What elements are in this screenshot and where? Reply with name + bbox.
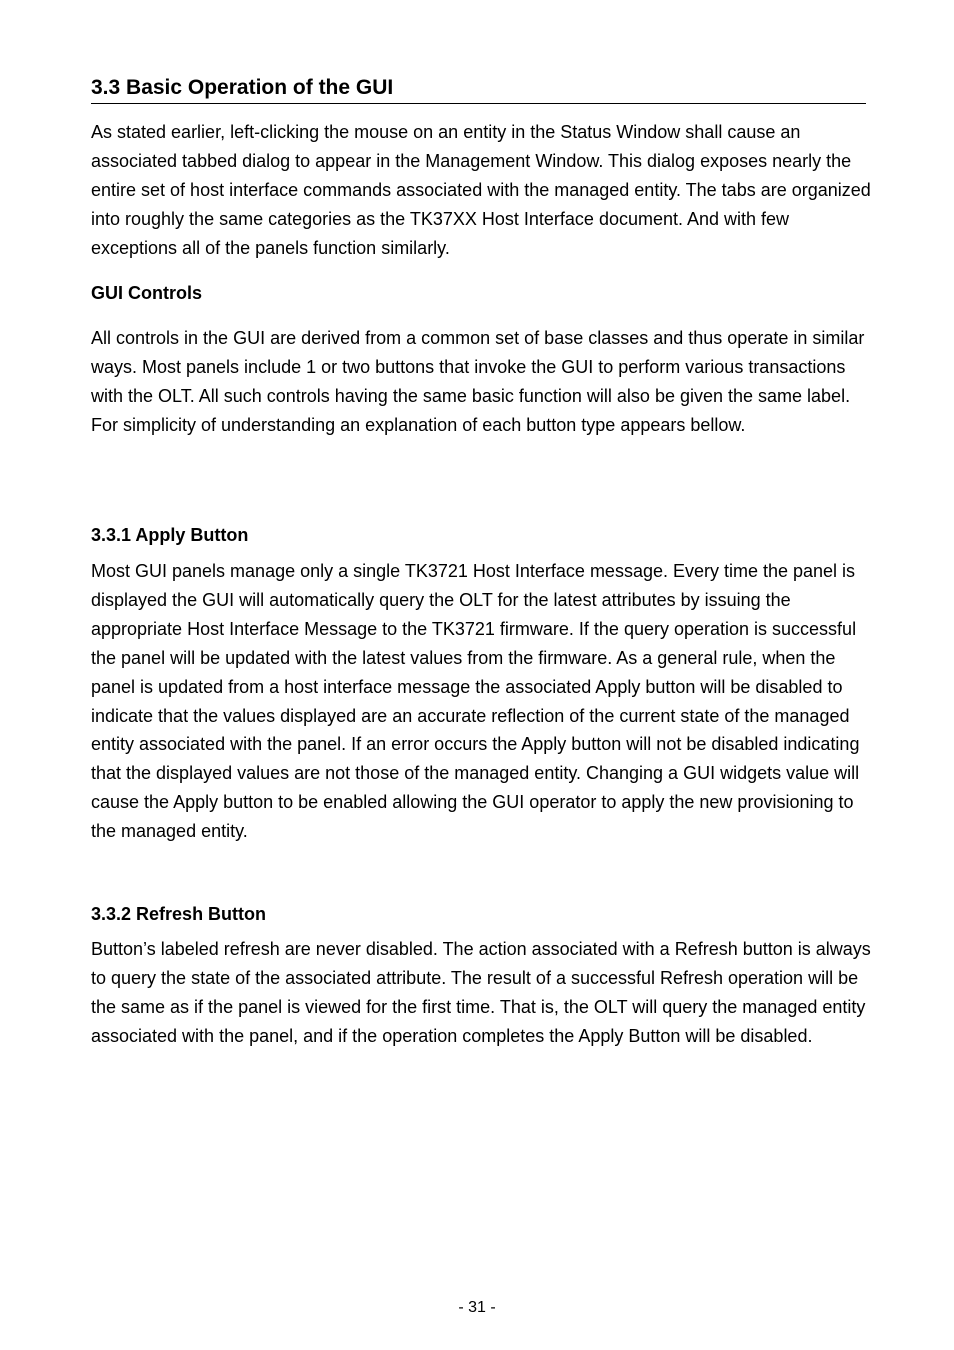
gui-controls-heading: GUI Controls [91, 283, 202, 303]
intro-paragraph: As stated earlier, left-clicking the mouse on an entity in the Status Window shall cause an associated tabbed dialog to appear in the Management Window. This dialog exposes nearly the entire set of host interface commands associated with the managed entity. The tabs are organized into roughly the same categories as the TK37XX Host Interface document. And with few exceptions all of the panels function similarly. [91, 122, 871, 258]
apply-button-paragraph: Most GUI panels manage only a single TK3721 Host Interface message. Every time the panel is displayed the GUI will automatically query the OLT for the latest attributes by issuing the appropriate Host Interface Message to the TK3721 firmware. If the query operation is successful the panel will be updated with the latest values from the firmware. As a general rule, when the panel is updated from a host interface message the associated Apply button will be disabled to indicate that the values displayed are an accurate reflection of the current state of the managed entity associated with the panel. If an error occurs the Apply button will not be disabled indicating that the displayed values are not those of the managed entity. Changing a GUI widgets value will cause the Apply button to be enabled allowing the GUI operator to apply the new provisioning to the managed entity. [91, 561, 860, 842]
section-title: 3.3 Basic Operation of the GUI [91, 74, 866, 104]
apply-button-heading: 3.3.1 Apply Button [91, 525, 249, 545]
page-number: - 31 - [458, 1299, 496, 1316]
gui-controls-paragraph: All controls in the GUI are derived from a common set of base classes and thus operate in similar ways. Most panels include 1 or two buttons that invoke the GUI to perform various transactions with the OLT. All such controls having the same basic function will also be given the same label. For simplicity of understanding an explanation of each button type appears bellow. [91, 328, 865, 435]
refresh-button-paragraph: Button’s labeled refresh are never disabled. The action associated with a Refresh button is always to query the state of the associated attribute. The result of a successful Refresh operation will be the same as if the panel is viewed for the first time. That is, the OLT will query the managed entity associated with the panel, and if the operation completes the Apply Button will be disabled. [91, 939, 871, 1046]
refresh-button-heading: 3.3.2 Refresh Button [91, 904, 267, 924]
